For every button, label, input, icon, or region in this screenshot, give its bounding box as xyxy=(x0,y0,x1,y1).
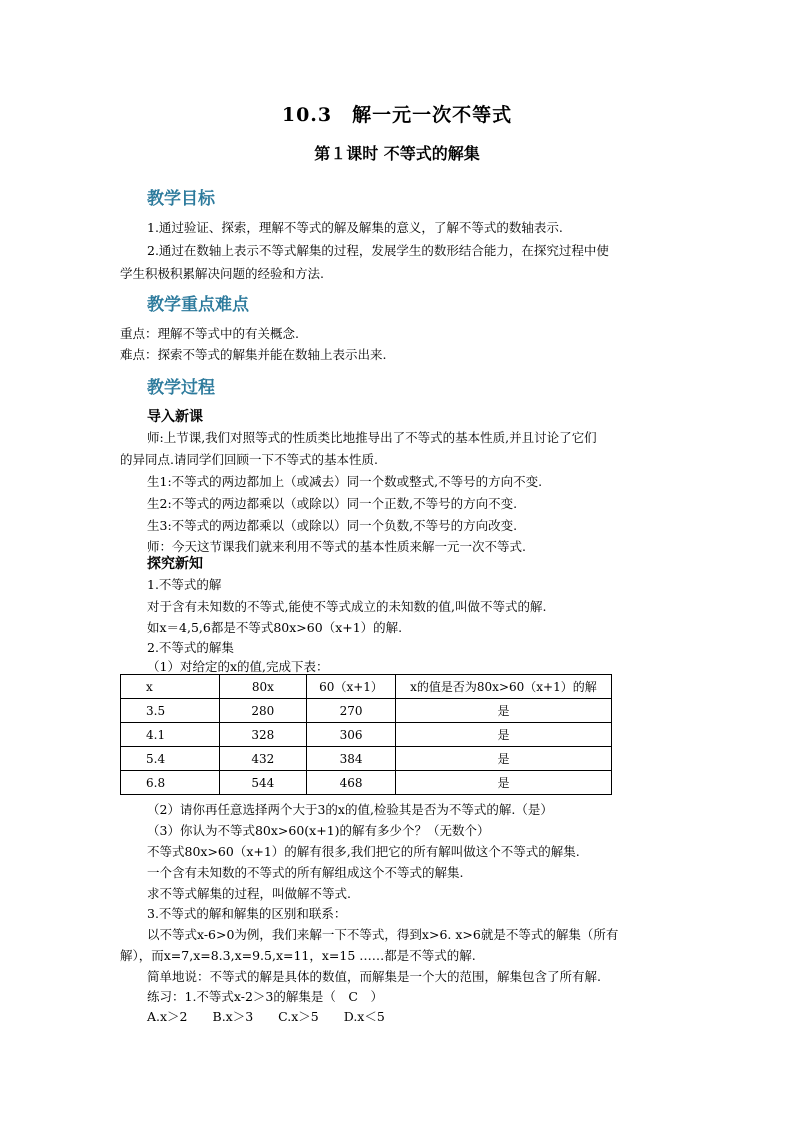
table-cell: 270 xyxy=(307,699,396,723)
body-line: 解），而x=7,x=8.3,x=9.5,x=11，x=15 ……都是不等式的解. xyxy=(120,948,476,963)
body-line: 不等式80x>60（x+1）的解有很多,我们把它的所有解叫做这个不等式的解集. xyxy=(147,844,580,859)
intro-line: 的异同点.请同学们回顾一下不等式的基本性质. xyxy=(120,452,378,467)
intro-line: 生2:不等式的两边都乘以（或除以）同一个正数,不等号的方向不变. xyxy=(147,496,518,511)
page-title: 10.3 解一元一次不等式 xyxy=(281,104,513,126)
body-line: （2）请你再任意选择两个大于3的x的值,检验其是否为不等式的解.（是） xyxy=(147,802,553,817)
intro-line: 师：今天这节课我们就来利用不等式的基本性质来解一元一次不等式. xyxy=(147,539,526,554)
table-cell: 是 xyxy=(395,699,611,723)
table-cell: 544 xyxy=(219,771,307,795)
body-line: 求不等式解集的过程，叫做解不等式. xyxy=(147,886,351,901)
explore-line: （1）对给定的x的值,完成下表： xyxy=(147,659,329,674)
explore-line: 1.不等式的解 xyxy=(147,577,222,592)
subheading-intro: 导入新课 xyxy=(147,409,203,425)
goal-line: 学生积极积累解决问题的经验和方法. xyxy=(120,266,324,281)
table-cell: 6.8 xyxy=(121,771,220,795)
section-heading-process: 教学过程 xyxy=(147,378,215,398)
goal-line: 2.通过在数轴上表示不等式解集的过程，发展学生的数形结合能力，在探究过程中使 xyxy=(147,243,609,258)
table-cell: 384 xyxy=(307,747,396,771)
table-header-cell: 60（x+1） xyxy=(307,675,396,699)
solution-check-table xyxy=(120,674,612,795)
exercise-question: 练习：1.不等式x-2＞3的解集是（ C ） xyxy=(147,989,383,1004)
body-line: （3）你认为不等式80x>60(x+1)的解有多少个？（无数个） xyxy=(147,823,490,838)
table-cell: 4.1 xyxy=(121,723,220,747)
section-heading-key-points: 教学重点难点 xyxy=(147,295,249,315)
key-point-line: 难点：探索不等式的解集并能在数轴上表示出来. xyxy=(120,347,387,362)
table-header-cell: x的值是否为80x>60（x+1）的解 xyxy=(395,675,611,699)
explore-line: 如x＝4,5,6都是不等式80x>60（x+1）的解. xyxy=(147,620,403,635)
table-cell: 3.5 xyxy=(121,699,220,723)
lesson-subtitle: 第１课时 不等式的解集 xyxy=(314,144,480,163)
table-cell: 468 xyxy=(307,771,396,795)
table-cell: 是 xyxy=(395,723,611,747)
intro-line: 生1:不等式的两边都加上（或减去）同一个数或整式,不等号的方向不变. xyxy=(147,474,543,489)
body-line: 3.不等式的解和解集的区别和联系： xyxy=(147,906,347,921)
table-cell: 5.4 xyxy=(121,747,220,771)
explore-line: 2.不等式的解集 xyxy=(147,640,234,655)
table-cell: 432 xyxy=(219,747,307,771)
table-header-row xyxy=(121,675,612,699)
table-cell: 是 xyxy=(395,747,611,771)
body-line: 简单地说：不等式的解是具体的数值，而解集是一个大的范围，解集包含了所有解. xyxy=(147,969,601,984)
table-cell: 306 xyxy=(307,723,396,747)
table-header-cell: 80x xyxy=(219,675,307,699)
table-row xyxy=(121,699,612,723)
subheading-explore: 探究新知 xyxy=(147,556,203,572)
body-line: 以不等式x-6>0为例，我们来解一下不等式，得到x>6. x>6就是不等式的解集（所有 xyxy=(147,927,619,942)
body-line: 一个含有未知数的不等式的所有解组成这个不等式的解集. xyxy=(147,865,464,880)
table-row xyxy=(121,723,612,747)
table-row xyxy=(121,771,612,795)
goal-line: 1.通过验证、探索，理解不等式的解及解集的意义，了解不等式的数轴表示. xyxy=(147,220,563,235)
intro-line: 师:上节课,我们对照等式的性质类比地推导出了不等式的基本性质,并且讨论了它们 xyxy=(147,430,597,445)
table-cell: 280 xyxy=(219,699,307,723)
section-heading-goals: 教学目标 xyxy=(147,189,215,209)
table-header-cell: x xyxy=(121,675,220,699)
exercise-options: A.x＞2 B.x＞3 C.x＞5 D.x＜5 xyxy=(147,1009,385,1024)
table-cell: 328 xyxy=(219,723,307,747)
explore-line: 对于含有未知数的不等式,能使不等式成立的未知数的值,叫做不等式的解. xyxy=(147,599,547,614)
table-row xyxy=(121,747,612,771)
table-cell: 是 xyxy=(395,771,611,795)
key-point-line: 重点：理解不等式中的有关概念. xyxy=(120,326,299,341)
intro-line: 生3:不等式的两边都乘以（或除以）同一个负数,不等号的方向改变. xyxy=(147,518,518,533)
